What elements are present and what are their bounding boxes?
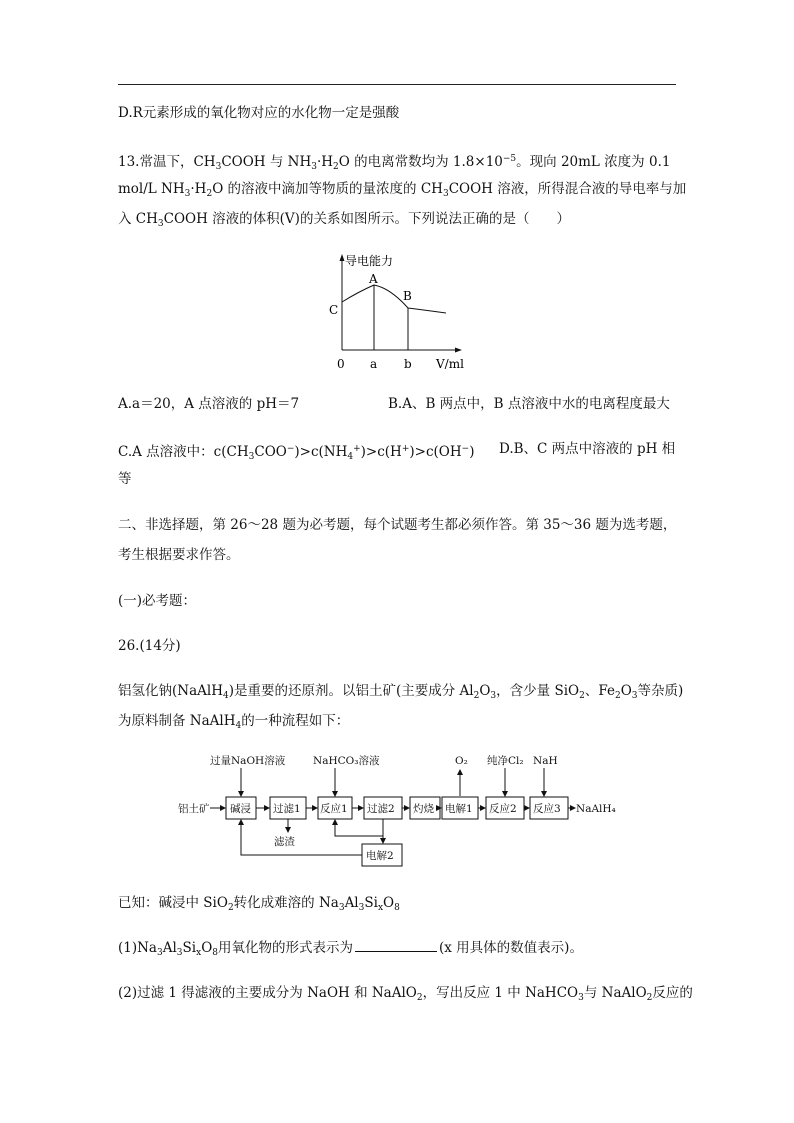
nah-reagent-label: NaH <box>533 755 558 767</box>
bauxite-input-label: 铝土矿 <box>178 803 210 815</box>
q26-heading: 26.(14分) <box>118 638 181 654</box>
origin-label: 0 <box>337 357 345 371</box>
filter-1-label: 过滤1 <box>273 803 301 815</box>
arrow-recycle <box>241 820 362 855</box>
electrolysis-2-label: 电解2 <box>366 850 394 862</box>
point-c-label: C <box>329 303 339 317</box>
reaction-2-label: 反应2 <box>489 803 517 815</box>
conductivity-graph <box>320 250 470 375</box>
o2-product-label: O₂ <box>455 755 468 767</box>
q13-option-c: C.A 点溶液中：$c(CH_3COO^-)>c(NH_4^+)>c(H^+)>c(OH^-)$ <box>118 444 475 462</box>
q13-line-1: 13.常温下，$CH_3COOH$ 与 $NH_3\cdot H_2O$ 的电离常数均为 $1.8\times 10^{-5}$。现向 20mL 浓度为 0.1 <box>118 154 671 172</box>
point-b-label: B <box>403 289 412 303</box>
section2-line-1: 二、非选择题，第 26～28 题为必考题，每个试题考生都必须作答。第 35～36 题为选考题， <box>118 517 677 533</box>
process-flow-diagram <box>176 748 636 870</box>
q13-option-b: B.A、B 两点中，B 点溶液中水的电离程度最大 <box>388 396 670 412</box>
section2-line-2: 考生根据要求作答。 <box>118 547 240 563</box>
required-heading: (一)必考题： <box>118 593 197 609</box>
y-axis-arrow <box>340 254 345 261</box>
reaction-1-label: 反应1 <box>320 803 348 815</box>
known-info: 已知：碱浸中 SiO$_2$转化成难溶的 $Na_3Al_3Si_xO_8$ <box>118 895 400 913</box>
q13-option-d: D.B、C 两点中溶液的 pH 相 <box>499 441 676 457</box>
conductivity-curve <box>342 285 446 313</box>
answer-blank[interactable] <box>355 939 437 952</box>
q12-option-d: D.R元素形成的氧化物对应的水化物一定是强酸 <box>118 105 400 121</box>
header-rule <box>118 84 676 85</box>
electrolysis-1-label: 电解1 <box>445 803 473 815</box>
x-axis-arrow <box>455 348 462 353</box>
alkali-leach-label: 碱浸 <box>230 803 251 815</box>
q26-sub-2: (2)过滤 1 得滤液的主要成分为 NaOH 和 NaAlO$_2$，写出反应 1 中 NaHCO$_3$与 NaAlO$_2$反应的 <box>118 985 693 1003</box>
point-a-label: A <box>369 272 378 286</box>
q13-option-d-cont: 等 <box>118 471 132 487</box>
naalh4-product-label: NaAlH₄ <box>576 803 616 815</box>
filter-2-label: 过滤2 <box>367 803 395 815</box>
naoh-reagent-label: 过量NaOH溶液 <box>210 755 286 767</box>
q13-line-2: mol/L $NH_3\cdot H_2O$ 的溶液中滴加等物质的量浓度的 $CH_3COOH$ 溶液，所得混合液的导电率与加 <box>118 181 687 199</box>
q26-para-1: 铝氢化钠(NaAlH$_4$)是重要的还原剂。以铝土矿(主要成分 $Al_2O_3$，含少量 SiO$_2$、$Fe_2O_3$等杂质) <box>118 683 684 701</box>
reaction-3-label: 反应3 <box>533 803 561 815</box>
y-axis-label: 导电能力 <box>345 254 394 268</box>
nahco3-reagent-label: NaHCO₃溶液 <box>313 755 380 767</box>
tick-b-label: b <box>404 357 412 371</box>
arrow-to-reaction-1 <box>335 820 383 836</box>
calcine-label: 灼烧 <box>413 803 434 815</box>
cl2-reagent-label: 纯净Cl₂ <box>487 755 524 767</box>
q13-line-3: 入 $CH_3COOH$ 溶液的体积(V)的关系如图所示。下列说法正确的是（ ） <box>118 211 570 229</box>
q26-para-2: 为原料制备 NaAlH$_4$的一种流程如下： <box>118 713 350 731</box>
q26-sub-1: $(1)Na_3Al_3Si_xO_8$用氧化物的形式表示为 (x 用具体的数值表示)。 <box>118 940 583 958</box>
q13-option-a: A.a＝20，A 点溶液的 pH＝7 <box>118 396 300 412</box>
residue-label: 滤渣 <box>274 836 295 848</box>
x-axis-label: V/ml <box>436 357 464 371</box>
tick-a-label: a <box>370 357 378 371</box>
